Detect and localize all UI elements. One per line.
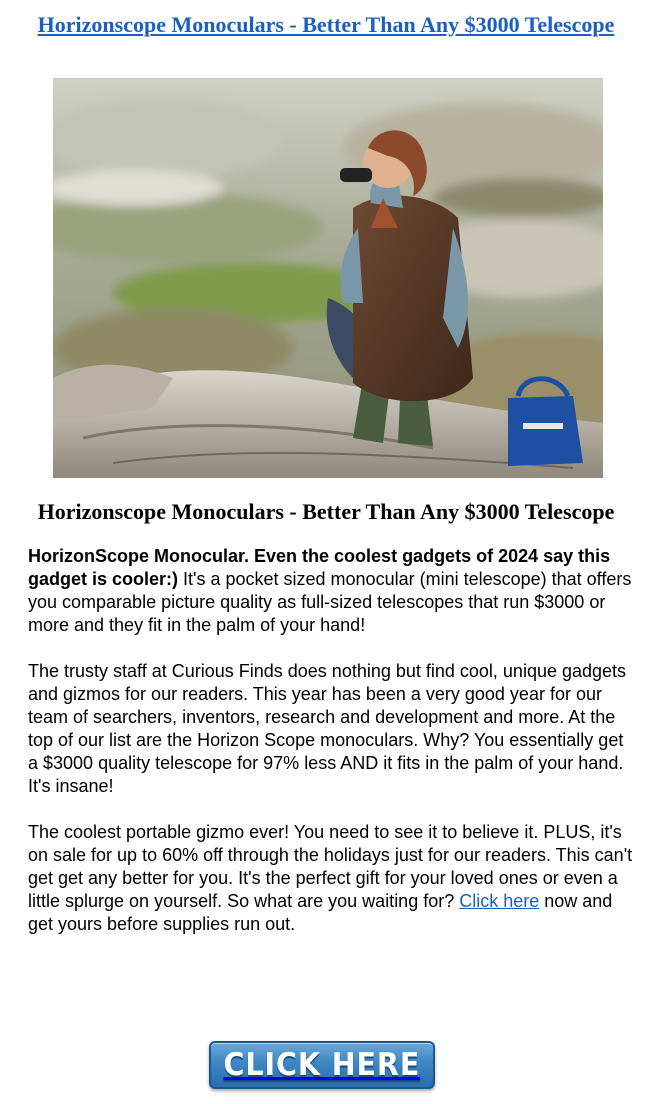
click-here-button[interactable]	[209, 1041, 435, 1089]
click-here-link[interactable]: Click here	[459, 891, 540, 911]
hero-photo	[53, 78, 603, 478]
paragraph-1-lead: HorizonScope Monocular. Even the coolest gadgets of 2024 say this gadget is cooler:)	[28, 546, 611, 589]
paragraph-1-text: It's a pocket sized monocular (mini telescope) that offers you comparable picture quality as full-sized telescopes that run $3000 or more and they fit in the palm of your hand!	[28, 569, 632, 635]
hero-image-link[interactable]	[53, 78, 603, 478]
paragraph-2: The trusty staff at Curious Finds does nothing but find cool, unique gadgets and gizmos for our readers. This year has been a very good year for our team of searchers, inventors, research and development and more. At the top of our list are the Horizon Scope monoculars. Why? You essentially get a $3000 quality telescope for 97% less AND it fits in the palm of your hand. It's insane!	[28, 661, 627, 796]
title-link[interactable]: Horizonscope Monoculars - Better Than Any $3000 Telescope	[37, 12, 615, 37]
headline: Horizonscope Monoculars - Better Than Any $3000 Telescope	[37, 499, 615, 524]
paragraph-3-text: The coolest portable gizmo ever! You need to see it to believe it. PLUS, it's on sale for up to 60% off through the holidays just for our readers. This can't get get any better for you. It's the perfect gift for your loved ones or even a little splurge on yourself. So what are you waiting for?	[28, 822, 633, 911]
paragraph-3	[28, 821, 634, 936]
click-here-button-label: CLICK HERE	[223, 1047, 421, 1083]
paragraph-3-end: now and get yours before supplies run out.	[28, 891, 613, 934]
paragraph-1	[28, 545, 634, 637]
article-body	[28, 545, 634, 959]
